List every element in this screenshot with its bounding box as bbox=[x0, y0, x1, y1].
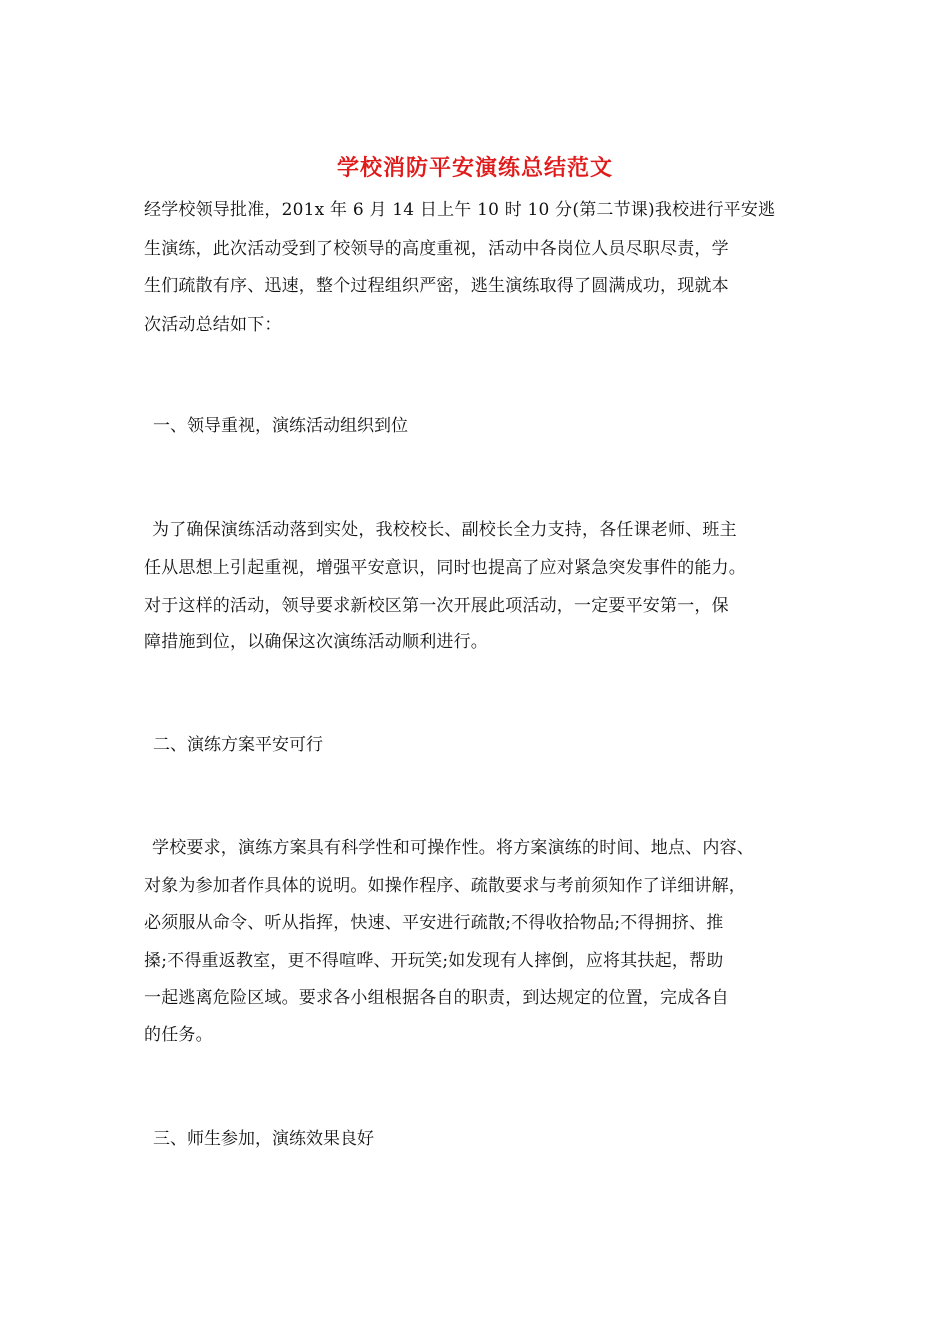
section-1-heading: 一、领导重视，演练活动组织到位 bbox=[153, 416, 408, 436]
section-2-line-2: 对象为参加者作具体的说明。如操作程序、疏散要求与考前须知作了详细讲解， bbox=[144, 876, 746, 896]
section-2-line-3: 必须服从命令、听从指挥，快速、平安进行疏散;不得收拾物品;不得拥挤、推 bbox=[144, 913, 724, 933]
section-2-line-1: 学校要求，演练方案具有科学性和可操作性。将方案演练的时间、地点、内容、 bbox=[152, 838, 754, 858]
section-2-line-4: 搡;不得重返教室，更不得喧哗、开玩笑;如发现有人摔倒，应将其扶起，帮助 bbox=[144, 951, 724, 971]
document-title: 学校消防平安演练总结范文 bbox=[336, 155, 613, 181]
intro-line-4: 次活动总结如下： bbox=[144, 315, 282, 335]
section-1-line-3: 对于这样的活动，领导要求新校区第一次开展此项活动，一定要平安第一，保 bbox=[144, 596, 729, 616]
section-1-line-2: 任从思想上引起重视，增强平安意识，同时也提高了应对紧急突发事件的能力。 bbox=[144, 558, 746, 578]
section-2-line-6: 的任务。 bbox=[144, 1025, 213, 1045]
intro-line-3: 生们疏散有序、迅速，整个过程组织严密，逃生演练取得了圆满成功，现就本 bbox=[144, 276, 729, 296]
intro-line-1: 经学校领导批准，201x 年 6 月 14 日上午 10 时 10 分(第二节课)我校进行平安逃 bbox=[144, 200, 776, 220]
section-3-heading: 三、师生参加，演练效果良好 bbox=[153, 1129, 374, 1149]
section-1-line-4: 障措施到位，以确保这次演练活动顺利进行。 bbox=[144, 632, 488, 652]
section-2-line-5: 一起逃离危险区域。要求各小组根据各自的职责，到达规定的位置，完成各自 bbox=[144, 988, 729, 1008]
section-1-line-1: 为了确保演练活动落到实处，我校校长、副校长全力支持，各任课老师、班主 bbox=[152, 520, 737, 540]
section-2-heading: 二、演练方案平安可行 bbox=[153, 735, 323, 755]
intro-line-2: 生演练，此次活动受到了校领导的高度重视，活动中各岗位人员尽职尽责，学 bbox=[144, 239, 729, 259]
